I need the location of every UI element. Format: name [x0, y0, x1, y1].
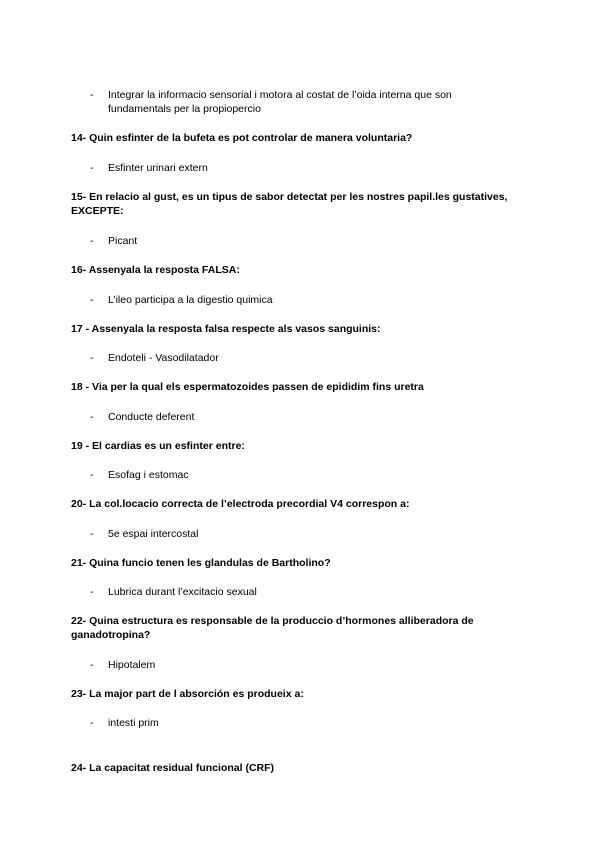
question-21: 21- Quina funcio tenen les glandulas de Bartholino? — [71, 557, 331, 569]
answer-text: Hipotalem — [108, 659, 156, 671]
answer-item — [90, 161, 490, 175]
answer-text: Endoteli - Vasodilatador — [108, 352, 219, 364]
question-22: 22- Quina estructura es responsable de la produccio d’hormones alliberadora de ganadotropina? — [71, 615, 474, 641]
question-17: 17 - Assenyala la resposta falsa respecte als vasos sanguinis: — [71, 323, 381, 335]
answer-text: Integrar la informacio sensorial i motora al costat de l’oida interna que son fundamentals per la propiopercio — [108, 89, 452, 115]
bullet-dash: - — [90, 586, 94, 598]
question-24: 24- La capacitat residual funcional (CRF) — [71, 762, 275, 774]
answer-item — [90, 468, 490, 482]
answer-item — [90, 351, 490, 365]
answer-text: Esofag i estomac — [108, 469, 189, 481]
answer-item — [90, 716, 490, 730]
bullet-dash: - — [90, 659, 94, 671]
bullet-dash: - — [90, 411, 94, 423]
answer-item — [90, 293, 490, 307]
answer-text: intesti prim — [108, 717, 159, 729]
answer-item — [90, 658, 490, 672]
answer-item — [90, 527, 490, 541]
answer-text: 5e espai intercostal — [108, 528, 199, 540]
answer-text: L’ileo participa a la digestio quimica — [108, 294, 273, 306]
bullet-dash: - — [90, 235, 94, 247]
question-20: 20- La col.locacio correcta de l’electroda precordial V4 correspon a: — [71, 498, 410, 510]
bullet-dash: - — [90, 162, 94, 174]
question-14: 14- Quin esfinter de la bufeta es pot controlar de manera voluntaria? — [71, 132, 413, 144]
answer-text: Picant — [108, 235, 138, 247]
bullet-dash: - — [90, 89, 94, 101]
question-18: 18 - Via per la qual els espermatozoides passen de epididim fins uretra — [71, 381, 424, 393]
bullet-dash: - — [90, 352, 94, 364]
answer-text: Lubrica durant l’excitacio sexual — [108, 586, 257, 598]
answer-text: Conducte deferent — [108, 411, 195, 423]
bullet-dash: - — [90, 294, 94, 306]
answer-text: Esfinter urinari extern — [108, 162, 208, 174]
answer-item — [90, 410, 490, 424]
question-16: 16- Assenyala la resposta FALSA: — [71, 264, 240, 276]
answer-item — [90, 234, 490, 248]
answer-item — [90, 88, 490, 116]
question-19: 19 - El cardias es un esfinter entre: — [71, 440, 245, 452]
bullet-dash: - — [90, 528, 94, 540]
question-15: 15- En relacio al gust, es un tipus de sabor detectat per les nostres papil.les gustatives, EXCEPTE: — [71, 191, 508, 217]
question-23: 23- La major part de l absorción es produeix a: — [71, 688, 304, 700]
answer-item — [90, 585, 490, 599]
bullet-dash: - — [90, 717, 94, 729]
bullet-dash: - — [90, 469, 94, 481]
